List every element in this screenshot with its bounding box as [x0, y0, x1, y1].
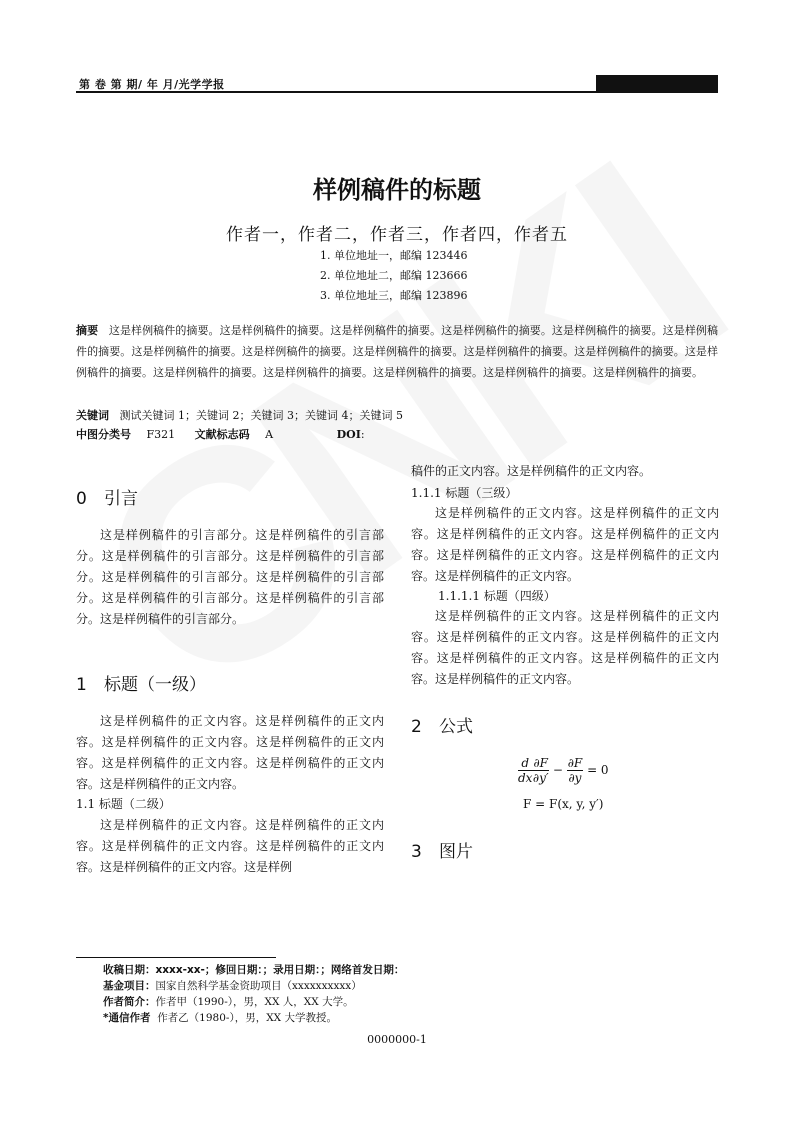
- page-number: 0000000-1: [367, 1033, 427, 1046]
- section-number: 3: [411, 842, 422, 862]
- intro-text: 这是样例稿件的引言部分。这是样例稿件的引言部分。这是样例稿件的引言部分。这是样例稿件的引言部分。这是样例稿件的引言部分。这是样例稿件的引言部分。这是样例稿件的引言部分。这是样例稿件的引言部分。这是样例稿件的引言部分。: [76, 528, 384, 626]
- journal-header: 第 卷 第 期/ 年 月/光学学报: [79, 78, 225, 91]
- equation-1: [518, 756, 609, 785]
- fraction-dF-dy: [567, 756, 584, 785]
- footnote-corresponding: [103, 1010, 337, 1025]
- keywords-label: 关键词: [76, 409, 109, 422]
- abstract-label: 摘要: [76, 324, 99, 337]
- continued-paragraph: [411, 461, 719, 482]
- classification-line: [76, 426, 365, 442]
- footnote-rule: [76, 957, 276, 958]
- numerator: ∂F: [567, 756, 583, 770]
- numerator: d: [518, 756, 532, 771]
- corresponding-text: 作者乙（1980-），男，XX 大学教授。: [157, 1012, 337, 1024]
- corresponding-label: *通信作者: [103, 1012, 151, 1024]
- bio-text: 作者甲（1990-），男，XX 人，XX 大学。: [155, 996, 354, 1008]
- abstract: [76, 320, 718, 383]
- doc-code-label: 文献标志码: [194, 428, 250, 441]
- subsection-heading-1-1: 1.1 标题（二级）: [76, 797, 171, 811]
- continued-text: 稿件的正文内容。这是样例稿件的正文内容。: [411, 464, 652, 478]
- section-heading-0: [76, 484, 138, 509]
- abstract-text: 这是样例稿件的摘要。这是样例稿件的摘要。这是样例稿件的摘要。这是样例稿件的摘要。这是样例稿件的摘要。这是样例稿件的摘要。这是样例稿件的摘要。这是样例稿件的摘要。这是样例稿件的摘要。这是样例稿件的摘要。这是样例稿件的摘要。这是样例稿件的摘要。这是样例稿件的摘要。这是样例稿件的摘要。这是样例稿件的摘要。这是样例稿件的摘要。这是样例稿件的摘要。: [76, 324, 718, 379]
- section-title: 图片: [439, 842, 473, 862]
- subsection1-1-1-1-paragraph: [411, 606, 719, 690]
- subsection1-1-1-1-text: 这是样例稿件的正文内容。这是样例稿件的正文内容。这是样例稿件的正文内容。这是样例稿件的正文内容。这是样例稿件的正文内容。这是样例稿件的正文内容。这是样例稿件的正文内容。: [411, 609, 719, 686]
- section1-paragraph: [76, 711, 384, 795]
- fraction-dF-dyprime: [532, 756, 549, 785]
- subsection1-1-1-text: 这是样例稿件的正文内容。这是样例稿件的正文内容。这是样例稿件的正文内容。这是样例稿件的正文内容。这是样例稿件的正文内容。这是样例稿件的正文内容。这是样例稿件的正文内容。: [411, 506, 719, 583]
- section-heading-2: [411, 712, 473, 737]
- equation-2: F = F(x, y, y′): [523, 797, 604, 811]
- subsection-heading-1-1-1: 1.1.1 标题（三级）: [411, 486, 518, 500]
- affiliation-3: 3. 单位地址三，邮编 123896: [320, 289, 468, 302]
- keywords: [76, 407, 403, 423]
- doi-label: DOI: [336, 428, 361, 441]
- section-title: 标题（一级）: [104, 675, 206, 695]
- fraction-d-dx: [518, 756, 532, 785]
- footnote-dates: 收稿日期：xxxx-xx-；修回日期：；录用日期：；网络首发日期：: [103, 964, 405, 976]
- footnote-fund: [103, 978, 362, 993]
- numerator: ∂F: [533, 756, 548, 770]
- affiliation-2: 2. 单位地址二，邮编 123666: [320, 269, 468, 282]
- doc-code-value: A: [265, 428, 274, 441]
- denominator: ∂y: [568, 771, 582, 785]
- bio-label: 作者简介：: [103, 996, 156, 1008]
- subsection-heading-1-1-1-1: 1.1.1.1 标题（四级）: [438, 589, 556, 603]
- paper-title: 样例稿件的标题: [313, 176, 481, 204]
- section-heading-3: [411, 837, 473, 862]
- equation-rhs: = 0: [587, 763, 609, 777]
- subsection1-1-paragraph: [76, 815, 384, 878]
- section-number: 0: [76, 489, 87, 509]
- fund-text: 国家自然科学基金资助项目（xxxxxxxxxx）: [155, 980, 362, 992]
- denominator: dx: [518, 771, 533, 785]
- section-title: 引言: [104, 489, 138, 509]
- section-heading-1: [76, 670, 206, 695]
- affiliation-1: 1. 单位地址一，邮编 123446: [320, 249, 468, 262]
- clc-value: F321: [146, 428, 176, 441]
- author-list: 作者一，作者二，作者三，作者四，作者五: [226, 225, 568, 245]
- footnote-bio: [103, 994, 354, 1009]
- header-rule: [76, 91, 718, 93]
- clc-label: 中图分类号: [76, 428, 131, 441]
- header-black-bar: [596, 75, 718, 92]
- intro-paragraph: [76, 525, 384, 630]
- subsection1-1-text: 这是样例稿件的正文内容。这是样例稿件的正文内容。这是样例稿件的正文内容。这是样例稿件的正文内容。这是样例稿件的正文内容。这是样例: [76, 818, 384, 874]
- section1-text: 这是样例稿件的正文内容。这是样例稿件的正文内容。这是样例稿件的正文内容。这是样例稿件的正文内容。这是样例稿件的正文内容。这是样例稿件的正文内容。这是样例稿件的正文内容。: [76, 714, 384, 791]
- keywords-text: 测试关键词 1；关键词 2；关键词 3；关键词 4；关键词 5: [119, 409, 403, 422]
- section-number: 2: [411, 717, 422, 737]
- minus-sign: −: [552, 763, 563, 777]
- fund-label: 基金项目：: [103, 980, 156, 992]
- doi-colon: :: [360, 428, 365, 441]
- section-number: 1: [76, 675, 87, 695]
- denominator: ∂y′: [532, 771, 549, 785]
- subsection1-1-1-paragraph: [411, 503, 719, 587]
- section-title: 公式: [439, 717, 473, 737]
